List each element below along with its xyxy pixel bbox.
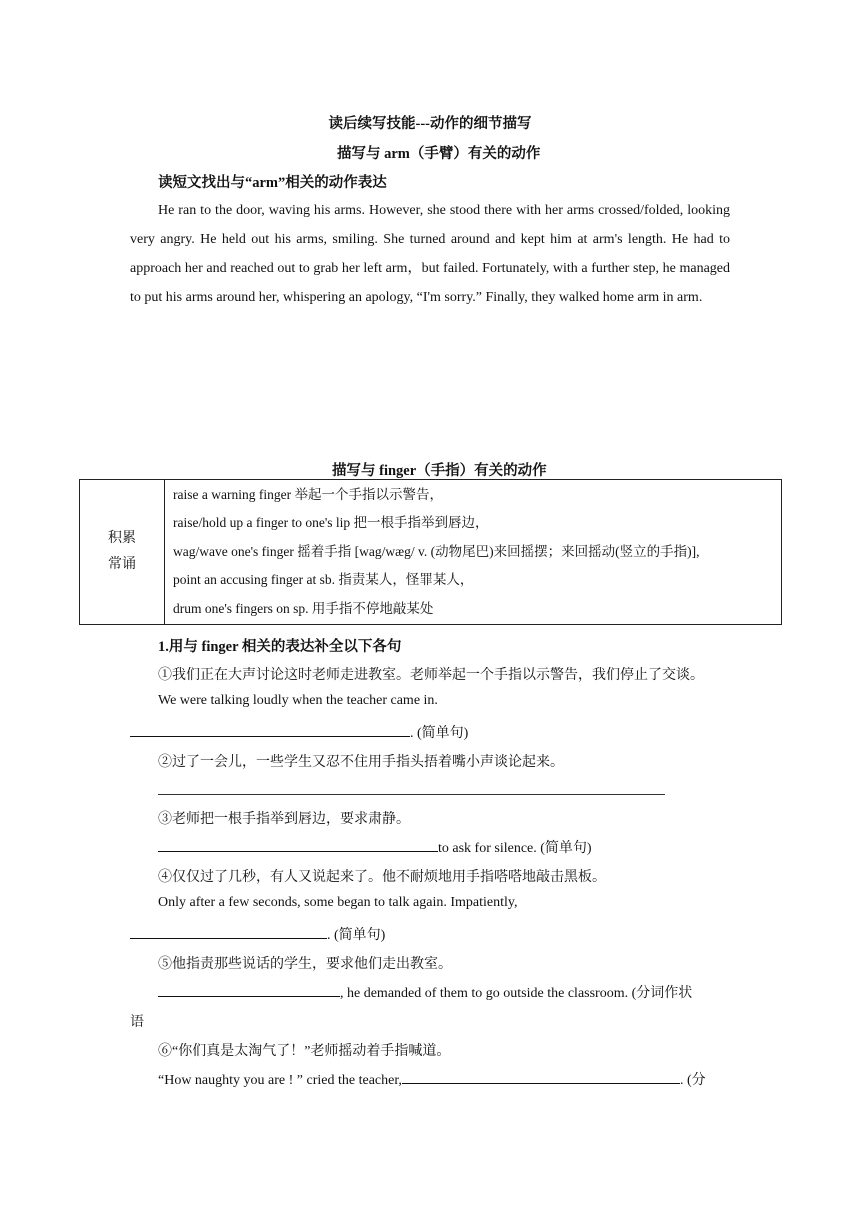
q5-wrap: 语	[130, 1015, 144, 1030]
exercise-heading: 1.用与 finger 相关的表达补全以下各句	[158, 639, 402, 655]
q5-tail: , he demanded of them to go outside the classroom. (分词作状	[340, 986, 693, 1001]
q1-answer-line[interactable]	[130, 722, 468, 742]
q6-english: “How naughty you are ! ” cried the teacher,	[158, 1073, 402, 1088]
page-title: 读后续写技能---动作的细节描写	[328, 116, 532, 132]
q4-answer-line[interactable]	[130, 924, 385, 944]
vocab-item: raise a warning finger 举起一个手指以示警告，	[173, 486, 443, 502]
q5-answer-line[interactable]	[158, 982, 692, 1002]
arm-passage	[130, 196, 730, 312]
q3-blank[interactable]	[158, 837, 438, 852]
q2-chinese: ②过了一会儿，一些学生又忍不住用手指头捂着嘴小声谈论起来。	[158, 755, 564, 770]
vocabulary-box-items	[165, 480, 782, 625]
q1-chinese: ①我们正在大声讨论这时老师走进教室。老师举起一个手指以示警告，我们停止了交谈。	[158, 668, 704, 683]
q4-blank[interactable]	[130, 924, 327, 939]
q3-tail: to ask for silence. (简单句)	[438, 841, 592, 856]
q4-chinese: ④仅仅过了几秒，有人又说起来了。他不耐烦地用手指嗒嗒地敲击黑板。	[158, 870, 606, 885]
vocab-item: drum one's fingers on sp. 用手指不停地敲某处	[173, 600, 434, 616]
q3-answer-line[interactable]	[158, 837, 592, 857]
vocab-item: raise/hold up a finger to one's lip 把一根手指举到唇边，	[173, 515, 489, 531]
q1-blank[interactable]	[130, 722, 410, 737]
arm-section-title: 描写与 arm（手臂）有关的动作	[337, 146, 541, 162]
q1-tail: . (简单句)	[410, 726, 469, 741]
q6-chinese: ⑥“你们真是太淘气了！”老师摇动着手指喊道。	[158, 1044, 451, 1059]
q4-tail: . (简单句)	[327, 928, 386, 943]
box-label-line1: 积累	[108, 531, 136, 546]
arm-instruction: 读短文找出与“arm”相关的动作表达	[158, 175, 387, 191]
box-label-line2: 常诵	[108, 557, 136, 572]
finger-section-title: 描写与 finger（手指）有关的动作	[332, 463, 547, 479]
q4-english: Only after a few seconds, some began to talk again. Impatiently,	[158, 895, 518, 910]
q5-blank[interactable]	[158, 982, 340, 997]
q6-blank[interactable]	[402, 1069, 680, 1084]
q1-english: We were talking loudly when the teacher came in.	[158, 693, 438, 708]
q3-chinese: ③老师把一根手指举到唇边，要求肃静。	[158, 812, 410, 827]
vocab-item: wag/wave one's finger 摇着手指 [wag/wæg/ v. (动物尾巴)来回摇摆；来回摇动(竖立的手指)],	[173, 543, 700, 559]
q6-answer-line[interactable]	[158, 1069, 706, 1089]
vocabulary-box	[79, 479, 782, 625]
q2-blank[interactable]	[158, 794, 665, 795]
vocabulary-box-label	[80, 480, 165, 625]
q5-chinese: ⑤他指责那些说话的学生，要求他们走出教室。	[158, 957, 452, 972]
q6-tail: . (分	[679, 1073, 706, 1088]
vocab-item: point an accusing finger at sb. 指责某人，怪罪某人，	[173, 572, 474, 588]
arm-passage-text: He ran to the door, waving his arms. However, she stood there with her arms crossed/folded, looking very angry. He held out his arms, smiling. She turned around and kept him at arm's length. He had to approach her and reached out to grab her left arm，but failed. Fortunately, with a further step, he managed to put his arms around her, whispering an apology, “I'm sorry.” Finally, they walked home arm in arm.	[130, 203, 730, 305]
